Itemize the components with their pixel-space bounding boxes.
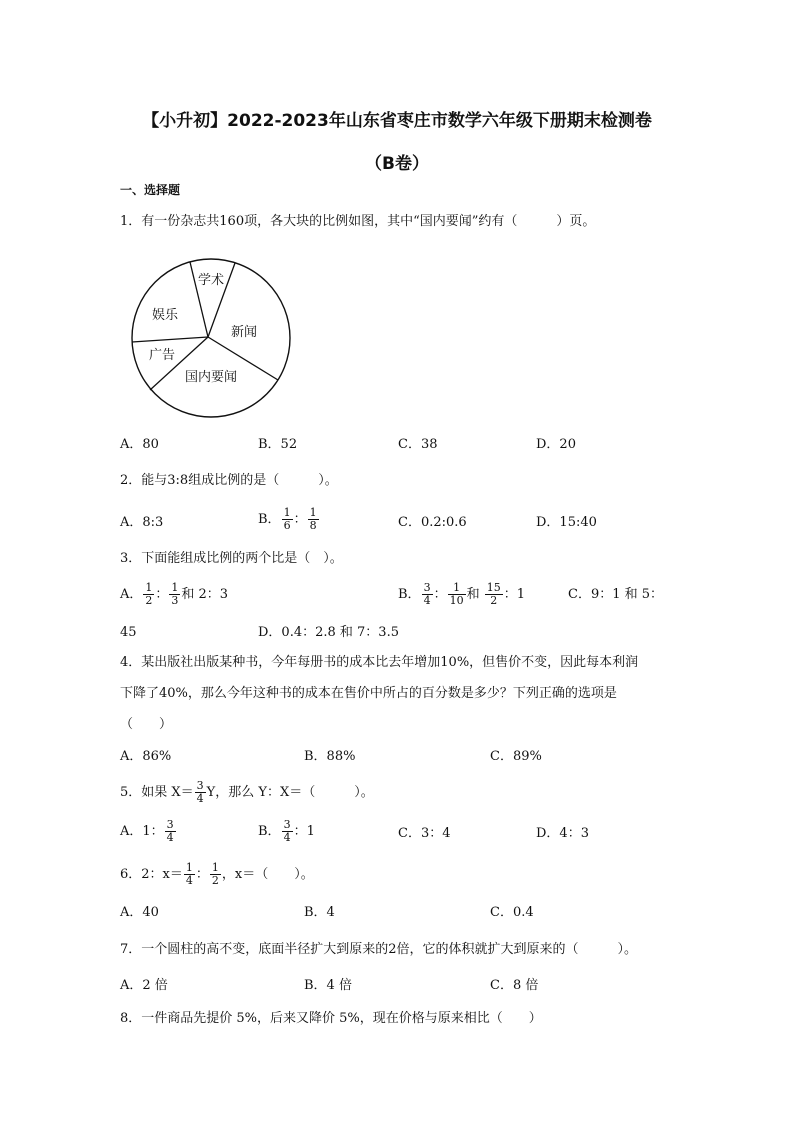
title-line1: 【小升初】2022-2023年山东省枣庄市数学六年级下册期末检测卷 — [142, 111, 652, 131]
question-3-text: 3．下面能组成比例的两个比是（ ）。 — [120, 551, 343, 566]
q7-option-a: A．2 倍 — [120, 978, 168, 993]
question-4-line3: （ ） — [120, 717, 173, 732]
fraction: $\frac{1}{4}$ — [185, 861, 193, 887]
fraction: $\frac{1}{10}$ — [449, 581, 464, 607]
q2-option-d: D．15:40 — [536, 515, 597, 530]
q3-option-b: B． $\frac{3}{4}$ ： $\frac{1}{10}$ 和 $\frac{15}{2}$ ：1 — [398, 581, 526, 607]
q1-option-a: A．80 — [120, 437, 159, 452]
title-line2: （B卷） — [365, 154, 429, 174]
question-6-text: 6．2：x＝ $\frac{1}{4}$ ： $\frac{1}{2}$ ，x＝（ ）。 — [120, 861, 314, 887]
question-4-line1: 4．某出版社出版某种书，今年每册书的成本比去年增加10%，但售价不变，因此每本利润 — [120, 655, 639, 670]
q3-option-c-continued: 45 — [120, 625, 137, 640]
q2-option-a: A．8:3 — [120, 515, 164, 530]
q7-option-c: C．8 倍 — [490, 978, 539, 993]
q3-option-d: D．0.4：2.8 和 7：3.5 — [258, 625, 399, 640]
question-8-text: 8．一件商品先提价 5%，后来又降价 5%，现在价格与原来相比（ ） — [120, 1011, 542, 1026]
q5-option-b: B． $\frac{3}{4}$ ：1 — [258, 818, 315, 844]
q1-option-c: C．38 — [398, 437, 438, 452]
question-4-line2: 下降了40%，那么今年这种书的成本在售价中所占的百分数是多少？下列正确的选项是 — [120, 686, 617, 701]
q6-option-b: B．4 — [304, 905, 335, 920]
fraction: $\frac{3}{4}$ — [283, 818, 291, 844]
q2-option-b: B． $\frac{1}{6}$ ： $\frac{1}{8}$ — [258, 506, 317, 532]
q6-option-a: A．40 — [120, 905, 159, 920]
section-heading: 一、选择题 — [120, 183, 181, 197]
pie-label-ads: 广告 — [149, 348, 176, 363]
fraction: $\frac{15}{2}$ — [486, 581, 501, 607]
pie-label-domestic-news: 国内要闻 — [185, 370, 238, 385]
pie-label-academic: 学术 — [198, 273, 225, 288]
q4-option-c: C．89% — [490, 749, 542, 764]
q1-option-d: D．20 — [536, 437, 576, 452]
q5-option-a: A．1： $\frac{3}{4}$ — [120, 818, 174, 844]
pie-label-news: 新闻 — [231, 325, 258, 340]
fraction: $\frac{3}{4}$ — [196, 779, 204, 805]
fraction: $\frac{1}{2}$ — [145, 581, 153, 607]
fraction: $\frac{1}{3}$ — [171, 581, 179, 607]
question-1-text: 1．有一份杂志共160项，各大块的比例如图，其中“国内要闻”约有（ ）页。 — [120, 214, 596, 229]
pie-diagram — [128, 255, 294, 421]
q3-option-a: A． $\frac{1}{2}$ ： $\frac{1}{3}$ 和 2：3 — [120, 581, 229, 607]
question-5-text: 5．如果 X＝ $\frac{3}{4}$ Y，那么 Y：X＝（ ）。 — [120, 779, 374, 805]
pie-label-entertainment: 娱乐 — [152, 308, 179, 323]
q7-option-b: B．4 倍 — [304, 978, 352, 993]
q1-option-b: B．52 — [258, 437, 298, 452]
q4-option-b: B．88% — [304, 749, 356, 764]
q2-option-c: C．0.2:0.6 — [398, 515, 467, 530]
q4-option-a: A．86% — [120, 749, 172, 764]
fraction: $\frac{1}{8}$ — [309, 506, 317, 532]
question-7-text: 7．一个圆柱的高不变，底面半径扩大到原来的2倍，它的体积就扩大到原来的（ ）。 — [120, 942, 638, 957]
question-2-text: 2．能与3:8组成比例的是（ ）。 — [120, 473, 338, 488]
fraction: $\frac{1}{6}$ — [283, 506, 291, 532]
fraction: $\frac{3}{4}$ — [166, 818, 174, 844]
q6-option-c: C．0.4 — [490, 905, 534, 920]
q5-option-c: C．3：4 — [398, 826, 451, 841]
fraction: $\frac{1}{2}$ — [211, 861, 219, 887]
fraction: $\frac{3}{4}$ — [423, 581, 431, 607]
q5-option-d: D．4：3 — [536, 826, 589, 841]
q3-option-c: C．9：1 和 5： — [568, 587, 664, 602]
